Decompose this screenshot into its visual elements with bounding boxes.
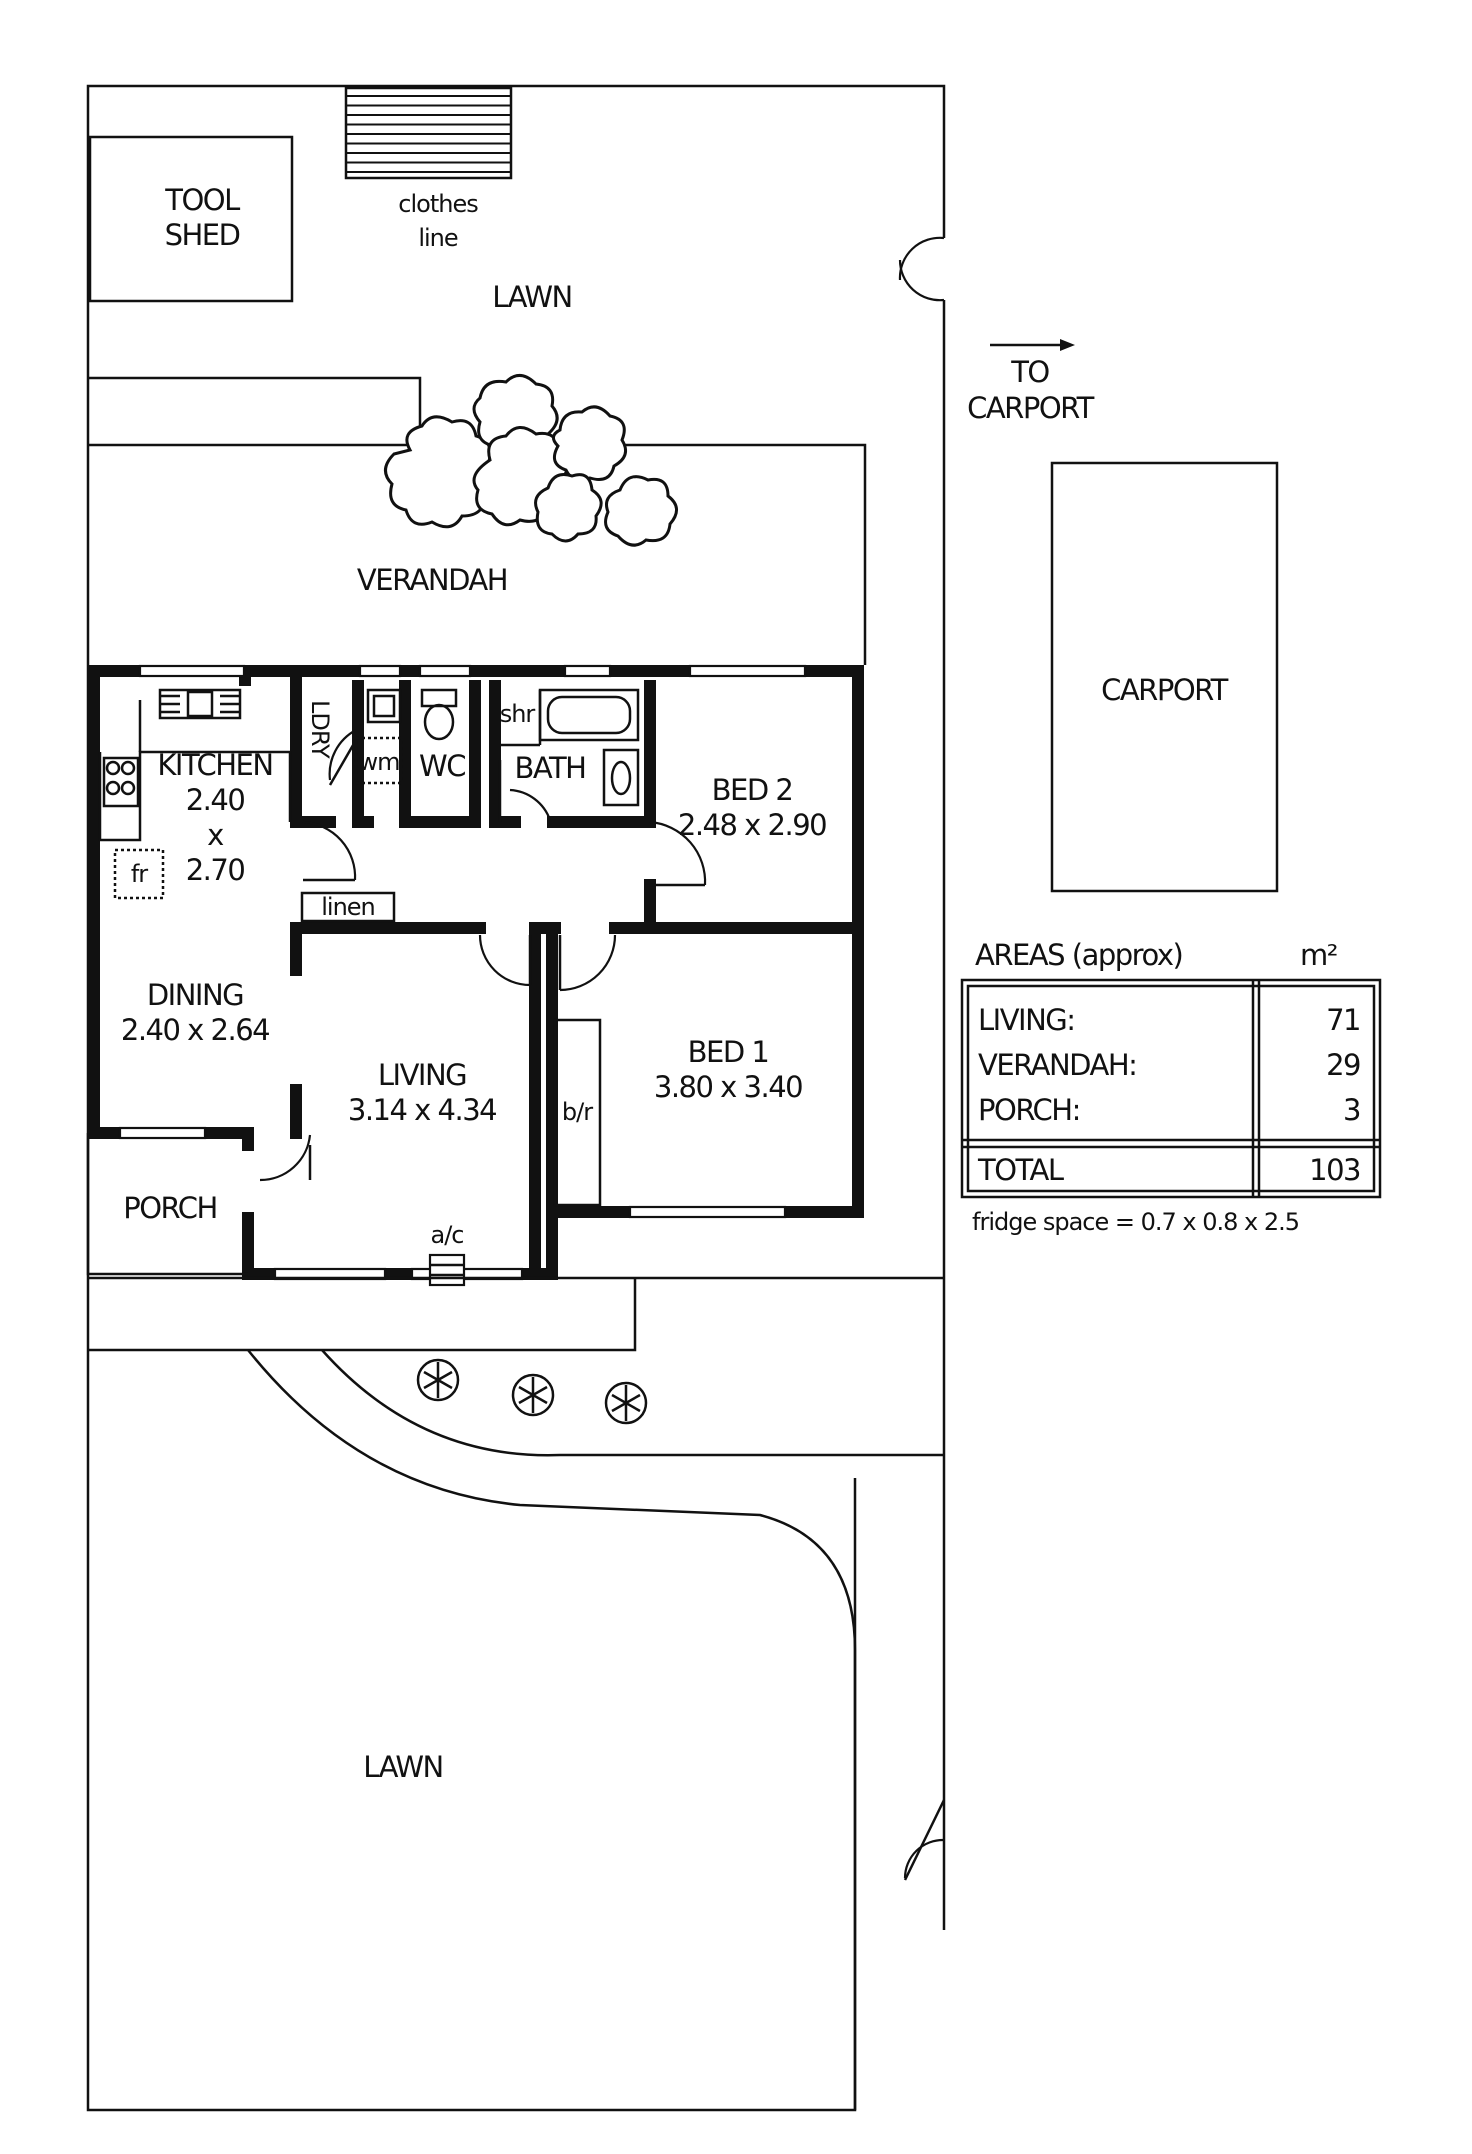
clothes-line-label-2: line (418, 224, 458, 252)
laundry-label: LDRY (306, 700, 334, 758)
trees (385, 375, 676, 545)
shrubs (418, 1360, 646, 1423)
carport (1052, 463, 1277, 891)
front-yard (88, 1278, 944, 2110)
wc-label: WC (419, 749, 465, 783)
kitchen-label: KITCHEN (157, 748, 273, 782)
bathroom (500, 690, 638, 822)
kitchen-dim-2: 2.70 (185, 853, 245, 887)
areas-unit: m² (1300, 938, 1337, 972)
living-dim: 3.14 x 4.34 (347, 1093, 497, 1127)
tool-shed (90, 137, 292, 301)
areas-row-label: LIVING: (978, 1003, 1075, 1037)
clothes-line (346, 88, 511, 252)
clothes-line-label-1: clothes (398, 190, 478, 218)
rear-gate (900, 260, 944, 300)
verandah (88, 378, 865, 665)
tool-shed-label-1: TOOL (165, 183, 239, 217)
bed2-label: BED 2 (711, 773, 793, 807)
bir-label: b/r (561, 1098, 593, 1126)
dining-label: DINING (146, 978, 244, 1012)
areas-row-value: 29 (1326, 1048, 1360, 1082)
areas-total-label: TOTAL (978, 1153, 1063, 1187)
to-carport-label-2: CARPORT (967, 391, 1093, 425)
aircon (430, 1221, 464, 1285)
bath-label: BATH (514, 751, 586, 785)
house (88, 666, 858, 1285)
to-carport-label-1: TO (1011, 355, 1049, 389)
living-label: LIVING (377, 1058, 467, 1092)
porch-label: PORCH (123, 1191, 217, 1225)
kitchen-dim-1: 2.40 (185, 783, 245, 817)
bed1-label: BED 1 (687, 1035, 769, 1069)
areas-total-value: 103 (1309, 1153, 1360, 1187)
front-lawn-label: LAWN (363, 1750, 443, 1784)
aircon-label: a/c (430, 1221, 464, 1249)
shower-label: shr (499, 700, 535, 728)
areas-table (962, 938, 1380, 1236)
wc (419, 690, 465, 783)
areas-row-label: PORCH: (978, 1093, 1080, 1127)
washing-machine-label: wm (358, 748, 400, 776)
linen-label: linen (321, 893, 375, 921)
fridge-space-note: fridge space = 0.7 x 0.8 x 2.5 (972, 1208, 1300, 1236)
areas-row-value: 3 (1343, 1093, 1360, 1127)
tool-shed-label-2: SHED (164, 218, 240, 252)
rear-lawn-label: LAWN (492, 280, 572, 314)
areas-title: AREAS (approx) (975, 938, 1183, 972)
kitchen-dim-x: x (207, 818, 223, 852)
verandah-label: VERANDAH (356, 563, 508, 597)
fridge-label: fr (130, 860, 148, 888)
dining-dim: 2.40 x 2.64 (120, 1013, 270, 1047)
carport-label: CARPORT (1101, 673, 1227, 707)
areas-row-label: VERANDAH: (978, 1048, 1137, 1082)
bed2-dim: 2.48 x 2.90 (677, 808, 827, 842)
porch (88, 1133, 310, 1274)
to-carport-arrow (967, 339, 1095, 425)
areas-row-value: 71 (1326, 1003, 1360, 1037)
bed1-dim: 3.80 x 3.40 (653, 1070, 803, 1104)
